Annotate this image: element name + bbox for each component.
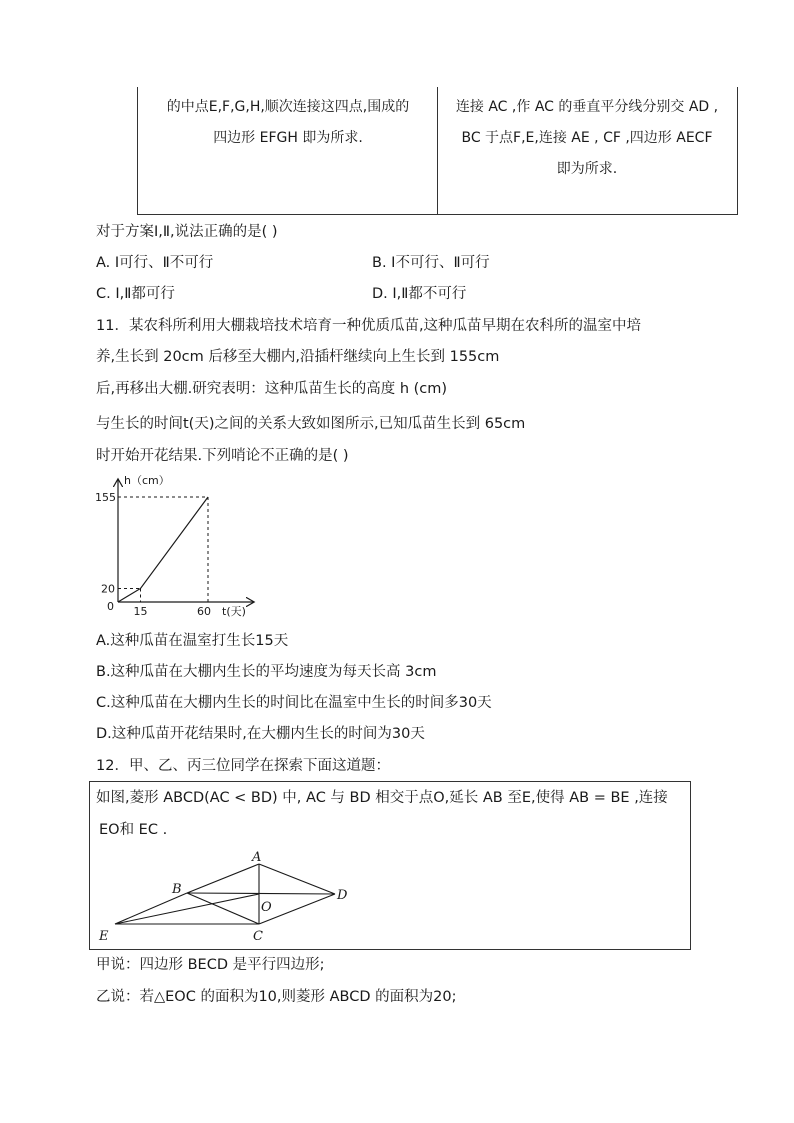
point-label-c: C [253,929,263,944]
q10-stem: 对于方案Ⅰ,Ⅱ,说法正确的是( ) [96,224,278,240]
point-label-b: B [172,882,182,897]
y-tick-label-20: 20 [101,582,115,596]
q11-option-a: A.这种瓜苗在温室打生长15天 [96,633,289,649]
origin-label: 0 [107,600,114,613]
q10-option-d: D. Ⅰ,Ⅱ都不可行 [372,286,467,302]
segment-bc [187,893,259,924]
q10-option-b: B. Ⅰ不可行、Ⅱ可行 [372,255,490,271]
q11-option-b: B.这种瓜苗在大棚内生长的平均速度为每天长高 3cm [96,664,437,680]
y-tick-label-155: 155 [95,491,116,504]
q12-stem: 12．甲、乙、丙三位同学在探索下面这道题： [96,758,390,774]
q11-option-c: C.这种瓜苗在大棚内生长的时间比在温室中生长的时间多30天 [96,695,492,711]
segment-ad [259,864,335,894]
table-cell-1-line-1: 的中点E,F,G,H,顺次连接这四点,围成的 [166,99,410,115]
segment-eb [115,893,187,924]
q12-box-line-2: EO和 EC . [99,822,168,838]
point-label-a: A [252,850,262,865]
x-tick-label-60: 60 [197,605,211,618]
q11-option-d: D.这种瓜苗开花结果时,在大棚内生长的时间为30天 [96,726,425,742]
q10-option-a: A. Ⅰ可行、Ⅱ不可行 [96,255,214,271]
q12-box-line-1: 如图,菱形 ABCD(AC < BD) 中, AC 与 BD 相交于点O,延长 AB 至E,使得 AB = BE ,连接 [96,790,668,806]
rhombus-figure [95,846,355,946]
x-tick-label-15: 15 [133,605,148,618]
table-cell-1-line-2: 四边形 EFGH 即为所求. [213,130,363,146]
table-cell-2-line-1: 连接 AC ,作 AC 的垂直平分线分别交 AD , [455,99,719,115]
q10-option-c: C. Ⅰ,Ⅱ都可行 [96,286,175,302]
q11-line-5: 时开始开花结果.下列哨论不正确的是( ) [96,448,349,464]
y-axis-label: h（cm） [124,474,170,487]
point-label-d: D [337,888,348,903]
segment-bd [187,893,335,894]
point-label-e: E [99,929,109,944]
x-axis-label: t(天) [222,605,246,618]
table-cell-2-line-2: BC 于点F,E,连接 AE , CF ,四边形 AECF [461,130,713,146]
growth-chart [90,470,260,618]
q11-line-2: 养,生长到 20cm 后移至大棚内,沿插杆继续向上生长到 155cm [96,349,500,365]
q11-line-4: 与生长的时间t(天)之间的关系大致如图所示,已知瓜苗生长到 65cm [96,416,526,432]
q12-yi-statement: 乙说：若△EOC 的面积为10,则菱形 ABCD 的面积为20; [96,989,457,1005]
growth-series-line [118,497,208,602]
segment-ab [187,864,259,893]
q11-line-3: 后,再移出大棚.研究表明：这种瓜苗生长的高度 h (cm) [96,381,448,397]
segment-eo [115,894,259,924]
point-label-o: O [261,900,272,915]
q12-jia-statement: 甲说：四边形 BECD 是平行四边形; [96,957,325,973]
q11-line-1: 11．某农科所利用大棚栽培技术培育一种优质瓜苗,这种瓜苗早期在农科所的温室中培 [96,318,642,334]
table-cell-2-line-3: 即为所求. [556,161,618,177]
